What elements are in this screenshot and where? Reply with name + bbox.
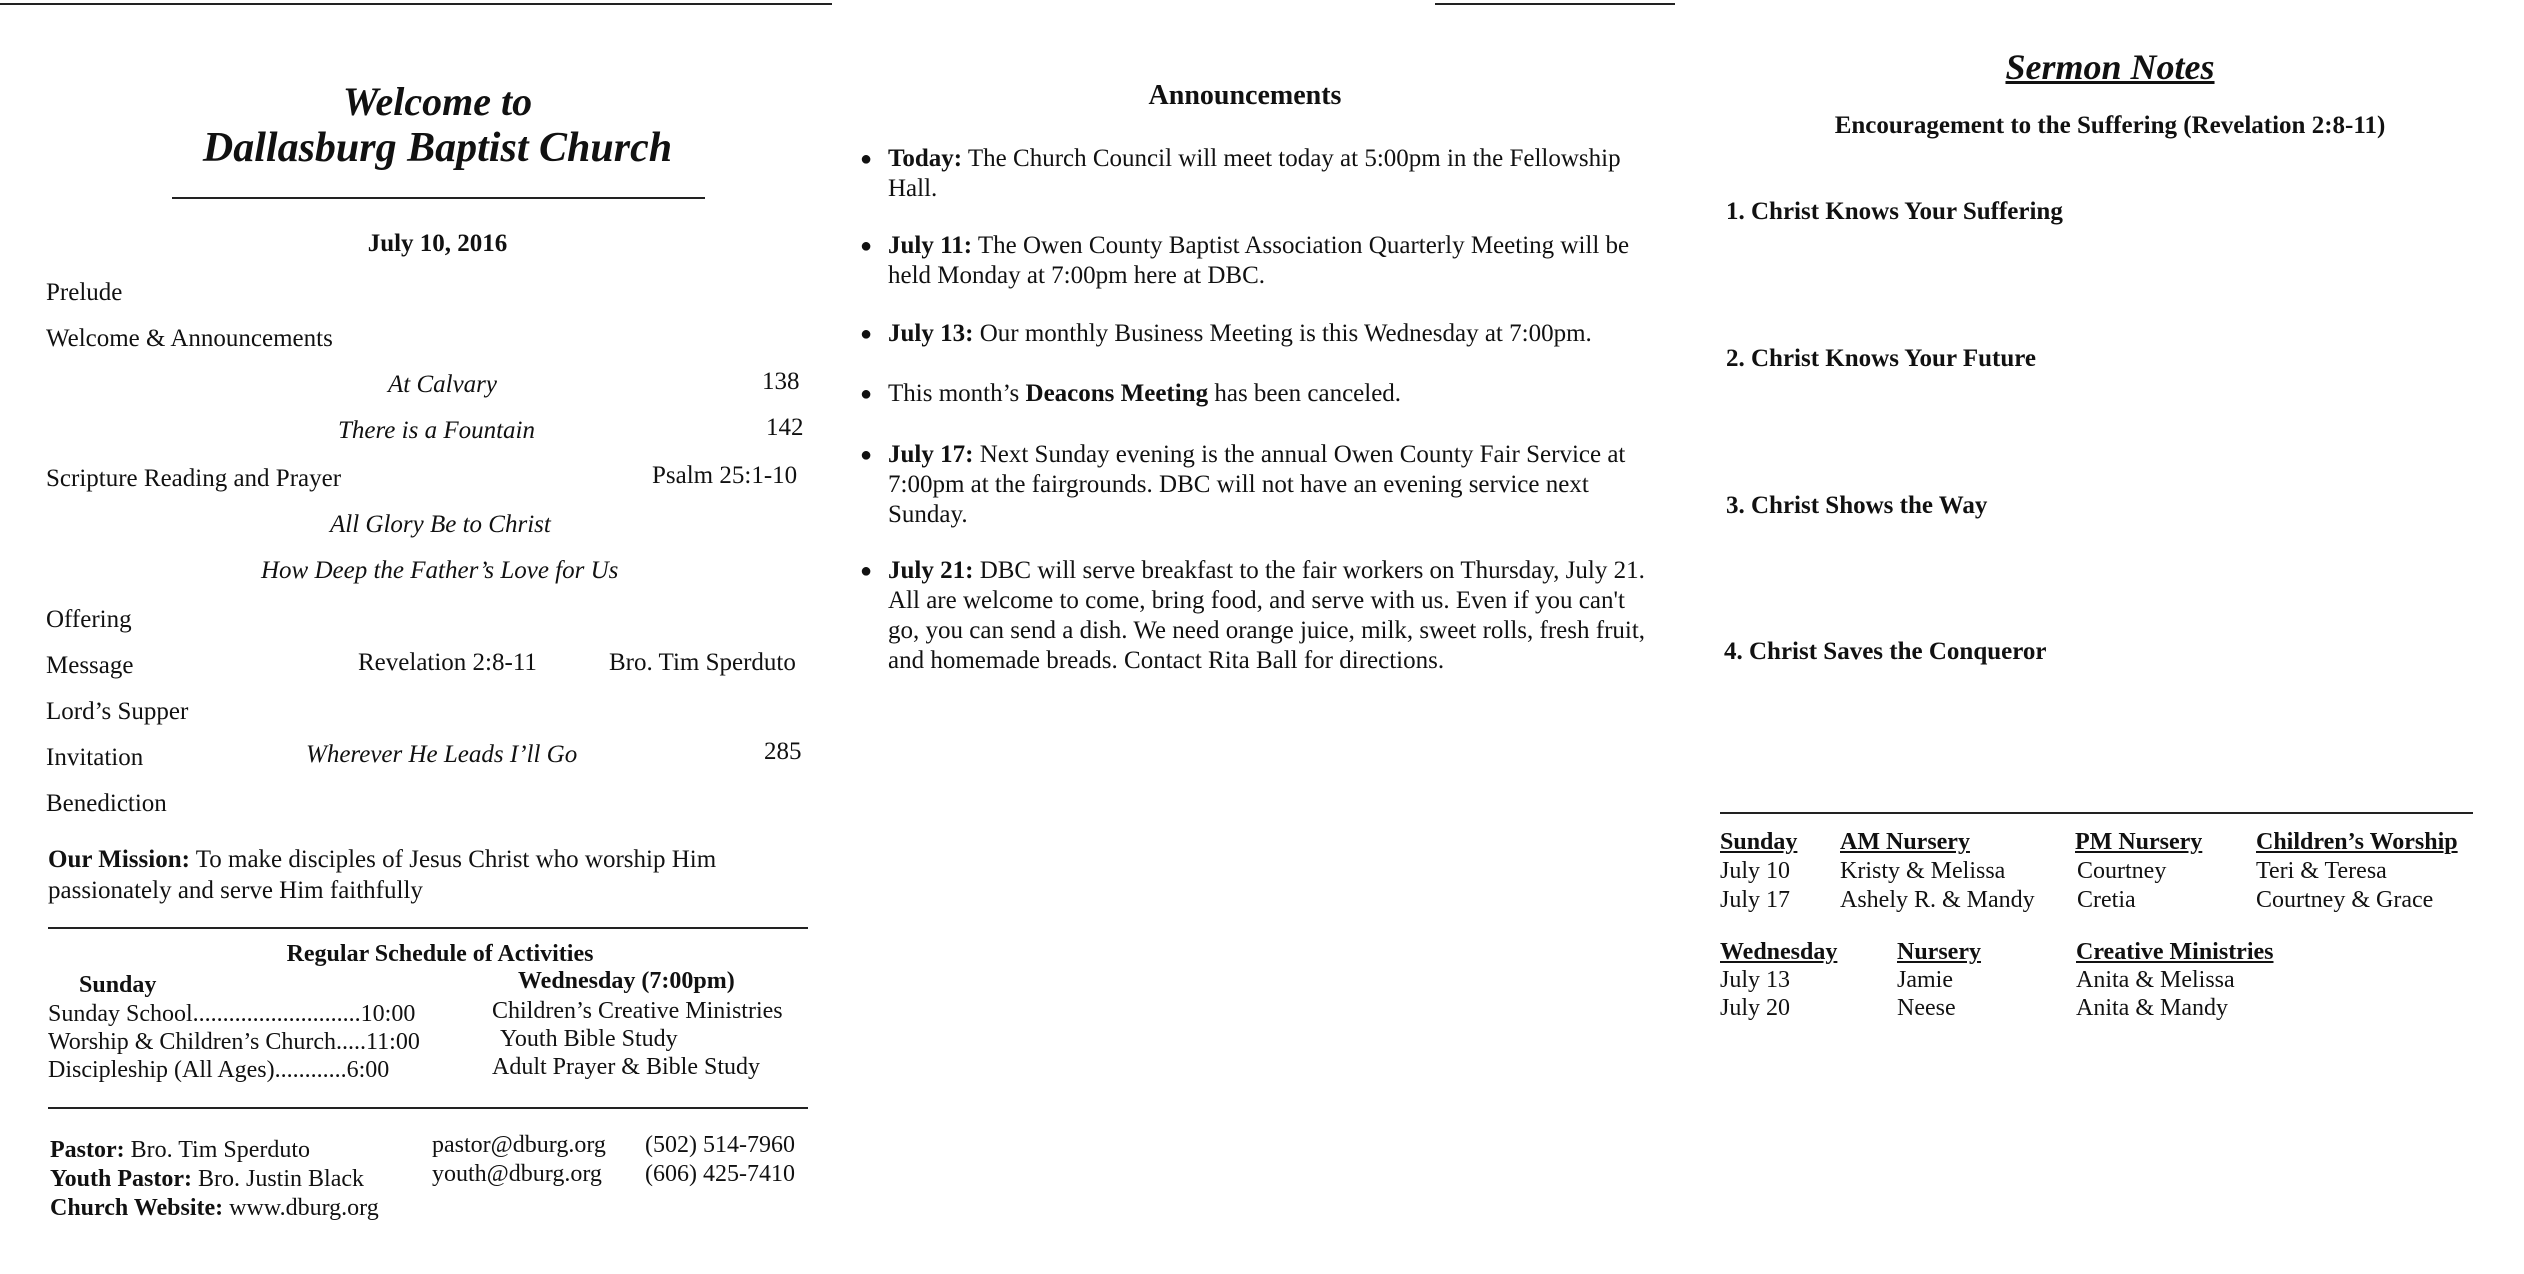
table-header-childrens-worship: Children’s Worship [2256, 829, 2458, 855]
sermon-subtitle: Encouragement to the Suffering (Revelation 2:8-11) [1834, 112, 2386, 139]
contacts-top-rule [48, 1107, 808, 1109]
announcement-item [860, 379, 1660, 409]
bullet-icon: ● [860, 383, 873, 405]
top-edge-line-right [1435, 3, 1675, 5]
table-cell: Courtney & Grace [2256, 887, 2434, 913]
hymn-number-2: 142 [766, 414, 804, 441]
table-cell: July 17 [1720, 887, 1791, 913]
announcement-item [860, 319, 1660, 349]
pastor-email: pastor@dburg.org [432, 1132, 606, 1158]
table-header-nursery: Nursery [1897, 939, 1981, 965]
announcement-prefix: This month’s [888, 380, 1026, 407]
bullet-icon: ● [860, 323, 873, 345]
schedule-sunday-item: Discipleship (All Ages)............6:00 [48, 1057, 390, 1083]
schedule-wednesday-heading: Wednesday (7:00pm) [518, 968, 735, 994]
welcome-title-line1: Welcome to [342, 79, 533, 124]
schedule-sunday-list [48, 1000, 420, 1084]
hymn-title-1: At Calvary [388, 371, 498, 398]
table-cell: July 13 [1720, 967, 1791, 993]
youth-pastor-email: youth@dburg.org [432, 1161, 602, 1187]
bullet-icon: ● [860, 235, 873, 257]
sermon-point-4: 4. Christ Saves the Conqueror [1724, 638, 2047, 665]
table-cell: Jamie [1897, 967, 1953, 993]
table-header-sunday: Sunday [1720, 829, 1798, 855]
invitation-song: Wherever He Leads I’ll Go [306, 741, 578, 768]
announcement-text: has been canceled. [1208, 380, 1402, 407]
youth-pastor-line [50, 1165, 379, 1194]
announcement-bold: July 21: [888, 557, 974, 584]
mission-label: Our Mission: [48, 846, 190, 873]
order-benediction: Benediction [46, 790, 167, 817]
top-edge-line-left [0, 3, 832, 5]
table-cell: Anita & Mandy [2076, 995, 2228, 1021]
order-prelude: Prelude [46, 279, 123, 306]
youth-pastor-label: Youth Pastor: [50, 1166, 192, 1192]
pastor-name: Bro. Tim Sperduto [130, 1137, 311, 1163]
table-cell: Anita & Melissa [2076, 967, 2235, 993]
announcement-text: DBC will serve breakfast to the fair workers on Thursday, July 21. All are welcome to come, bring food, and serve with us. Even if you can't go, you can send a dish. We need orange juice, milk, sweet rolls, fresh fruit, and homemade breads. Contact Rita Ball for directions. [888, 557, 1646, 674]
contacts-names [50, 1136, 379, 1223]
mission-text-line1: To make disciples of Jesus Christ who worship Him [195, 846, 717, 873]
table-cell: Neese [1897, 995, 1956, 1021]
table-cell: July 20 [1720, 995, 1791, 1021]
schedule-wednesday-item: Children’s Creative Ministries [492, 998, 783, 1024]
message-reference: Revelation 2:8-11 [358, 649, 537, 676]
schedule-wednesday-list [492, 997, 783, 1081]
table-header-wednesday: Wednesday [1720, 939, 1838, 965]
schedule-top-rule [48, 927, 808, 929]
pastor-label: Pastor: [50, 1137, 125, 1163]
table-cell: Kristy & Melissa [1840, 858, 2006, 884]
title-underline [172, 197, 705, 199]
contacts-emails [432, 1131, 606, 1189]
schedule-sunday-item: Worship & Children’s Church.....11:00 [48, 1029, 420, 1055]
website-url: www.dburg.org [229, 1195, 379, 1221]
sermon-point-2: 2. Christ Knows Your Future [1726, 345, 2036, 372]
announcement-bold: Today: [888, 145, 963, 172]
song-title-3: All Glory Be to Christ [330, 511, 551, 538]
website-line [50, 1194, 379, 1223]
order-lords-supper: Lord’s Supper [46, 698, 189, 725]
table-cell: Ashely R. & Mandy [1840, 887, 2035, 913]
invitation-number: 285 [764, 738, 802, 765]
sermon-point-1: 1. Christ Knows Your Suffering [1726, 198, 2063, 225]
sermon-notes-heading: Sermon Notes [2005, 47, 2215, 87]
song-title-4: How Deep the Father’s Love for Us [261, 557, 619, 584]
website-label: Church Website: [50, 1195, 224, 1221]
announcements-heading: Announcements [1148, 80, 1342, 111]
order-message: Message [46, 652, 134, 679]
announcement-item [860, 231, 1660, 291]
youth-pastor-phone: (606) 425-7410 [645, 1161, 795, 1187]
order-scripture: Scripture Reading and Prayer [46, 465, 342, 492]
order-invitation: Invitation [46, 744, 144, 771]
table-header-creative-ministries: Creative Ministries [2076, 939, 2274, 965]
hymn-number-1: 138 [762, 368, 800, 395]
scripture-reference: Psalm 25:1-10 [652, 462, 798, 489]
table-cell: Courtney [2077, 858, 2167, 884]
table-header-am-nursery: AM Nursery [1840, 829, 1970, 855]
schedule-wednesday-item: Adult Prayer & Bible Study [492, 1054, 760, 1080]
announcements-list [860, 144, 1660, 704]
announcement-text: Our monthly Business Meeting is this Wednesday at 7:00pm. [973, 320, 1592, 347]
announcement-bold: July 13: [888, 320, 974, 347]
pastor-line [50, 1136, 379, 1165]
mission-statement [48, 844, 828, 906]
table-cell: Cretia [2077, 887, 2136, 913]
youth-pastor-name: Bro. Justin Black [198, 1166, 364, 1192]
table-cell: July 10 [1720, 858, 1791, 884]
schedule-sunday-heading: Sunday [79, 972, 157, 998]
table-header-pm-nursery: PM Nursery [2075, 829, 2203, 855]
announcement-bold: July 11: [888, 232, 973, 259]
order-offering: Offering [46, 606, 132, 633]
hymn-title-2: There is a Fountain [338, 417, 535, 444]
announcement-item [860, 440, 1660, 530]
announcement-text: Next Sunday evening is the annual Owen County Fair Service at 7:00pm at the fairgrounds. DBC will not have an evening service next Sunday. [888, 441, 1626, 528]
schedule-sunday-item: Sunday School............................10:00 [48, 1001, 416, 1027]
announcement-bold: July 17: [888, 441, 974, 468]
announcement-text: The Church Council will meet today at 5:00pm in the Fellowship Hall. [888, 145, 1621, 202]
contacts-phones [645, 1131, 795, 1189]
announcement-item [860, 556, 1660, 676]
table-cell: Teri & Teresa [2256, 858, 2387, 884]
volunteer-top-rule [1720, 812, 2473, 814]
service-date: July 10, 2016 [367, 230, 508, 257]
schedule-wednesday-item: Youth Bible Study [500, 1026, 678, 1052]
announcement-bold: Deacons Meeting [1025, 380, 1209, 407]
order-welcome: Welcome & Announcements [46, 325, 333, 352]
announcement-item [860, 144, 1660, 204]
welcome-title-line2: Dallasburg Baptist Church [202, 125, 673, 171]
message-speaker: Bro. Tim Sperduto [609, 649, 796, 676]
pastor-phone: (502) 514-7960 [645, 1132, 795, 1158]
bullet-icon: ● [860, 148, 873, 170]
sermon-point-3: 3. Christ Shows the Way [1726, 492, 1988, 519]
announcement-text: The Owen County Baptist Association Quarterly Meeting will be held Monday at 7:00pm here at DBC. [888, 232, 1630, 289]
schedule-title: Regular Schedule of Activities [286, 941, 594, 967]
bullet-icon: ● [860, 444, 873, 466]
bullet-icon: ● [860, 560, 873, 582]
mission-text-line2: passionately and serve Him faithfully [48, 877, 423, 904]
